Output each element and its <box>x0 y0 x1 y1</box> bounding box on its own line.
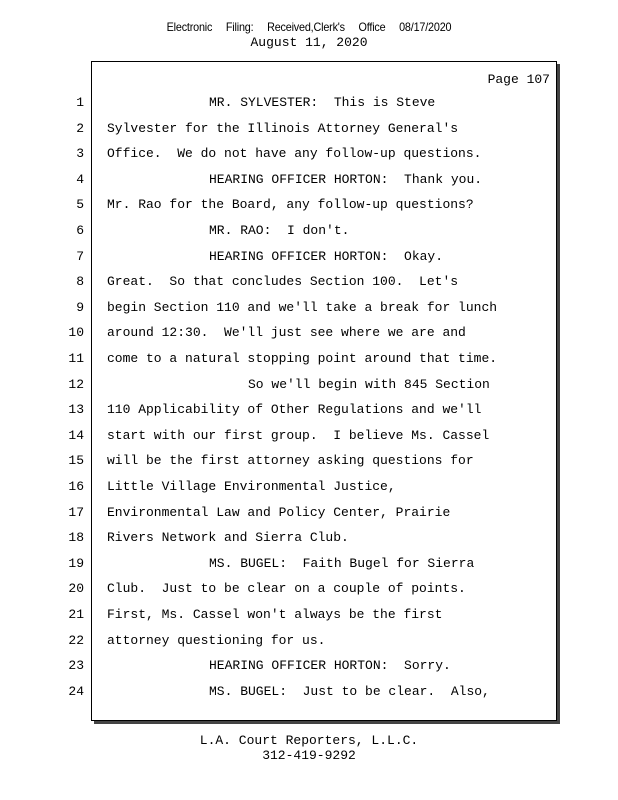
transcript-line <box>0 607 618 627</box>
transcript-line <box>0 351 618 371</box>
line-number: 2 <box>76 120 84 136</box>
transcript-line <box>0 223 618 243</box>
filing-stamp <box>31 20 587 34</box>
transcript-line <box>0 197 618 217</box>
line-text: MS. BUGEL: Just to be clear. Also, <box>209 683 490 699</box>
line-text: start with our first group. I believe Ms. Cassel <box>107 427 490 443</box>
transcript-line <box>0 146 618 166</box>
transcript-line <box>0 479 618 499</box>
line-text: MR. SYLVESTER: This is Steve <box>209 95 436 110</box>
line-text: begin Section 110 and we'll take a break for lunch <box>107 299 498 315</box>
transcript-line <box>0 377 618 397</box>
line-number: 13 <box>68 402 84 418</box>
line-text: Great. So that concludes Section 100. Let's <box>107 274 459 290</box>
line-number: 11 <box>68 351 84 366</box>
page-number: Page 107 <box>487 72 550 87</box>
transcript-line <box>0 249 618 269</box>
transcript-date: August 11, 2020 <box>250 35 368 50</box>
line-number: 24 <box>68 683 84 699</box>
transcript-line <box>0 325 618 345</box>
transcript-line <box>0 172 618 192</box>
line-text: HEARING OFFICER HORTON: Okay. <box>209 248 444 264</box>
transcript-line <box>0 402 618 422</box>
line-number: 22 <box>68 632 84 648</box>
line-text: HEARING OFFICER HORTON: Thank you. <box>209 171 483 187</box>
filing-word-office: Office <box>358 20 386 34</box>
line-text: Sylvester for the Illinois Attorney General's <box>107 120 459 136</box>
filing-word-electronic: Electronic <box>166 20 213 34</box>
line-text: Office. We do not have any follow-up questions. <box>107 146 482 162</box>
transcript-line <box>0 581 618 601</box>
line-text: HEARING OFFICER HORTON: Sorry. <box>209 658 451 674</box>
line-text: Little Village Environmental Justice, <box>107 479 396 494</box>
transcript-line <box>0 453 618 473</box>
line-text: will be the first attorney asking questions for <box>107 453 474 469</box>
line-text: Mr. Rao for the Board, any follow-up questions? <box>107 197 474 213</box>
transcript-line <box>0 274 618 294</box>
line-text: So we'll begin with 845 Section <box>248 376 490 392</box>
line-number: 1 <box>76 95 84 110</box>
filing-word-filing: Filing: <box>225 20 254 34</box>
transcript-line <box>0 556 618 576</box>
line-number: 16 <box>68 479 84 494</box>
filing-word-received: Received,Clerk's <box>267 20 345 34</box>
line-text: MR. RAO: I don't. <box>209 223 350 238</box>
line-text: Rivers Network and Sierra Club. <box>107 530 349 546</box>
transcript-line <box>0 121 618 141</box>
transcript-line <box>0 95 618 115</box>
line-number: 6 <box>76 223 84 238</box>
line-text: attorney questioning for us. <box>107 632 326 648</box>
line-text: First, Ms. Cassel won't always be the first <box>107 607 443 622</box>
line-number: 15 <box>68 453 84 469</box>
line-number: 7 <box>76 248 84 264</box>
footer-company: L.A. Court Reporters, L.L.C. <box>199 733 419 748</box>
line-text: Club. Just to be clear on a couple of points. <box>107 581 466 597</box>
footer-phone: 312-419-9292 <box>262 748 356 763</box>
line-number: 20 <box>68 581 84 597</box>
line-number: 23 <box>68 658 84 674</box>
line-number: 18 <box>68 530 84 546</box>
transcript-line <box>0 530 618 550</box>
filing-date: 08/17/2020 <box>399 20 452 34</box>
line-number: 14 <box>68 427 84 443</box>
line-text: MS. BUGEL: Faith Bugel for Sierra <box>209 555 475 571</box>
line-number: 3 <box>76 146 84 162</box>
transcript-line <box>0 428 618 448</box>
line-text: come to a natural stopping point around that time. <box>107 351 498 366</box>
line-number: 19 <box>68 555 84 571</box>
line-number: 8 <box>76 274 84 290</box>
transcript-line <box>0 300 618 320</box>
line-number: 9 <box>76 299 84 315</box>
line-number: 12 <box>68 376 84 392</box>
transcript-line <box>0 658 618 678</box>
transcript-line <box>0 505 618 525</box>
transcript-line <box>0 633 618 653</box>
line-number: 10 <box>68 325 84 341</box>
line-text: around 12:30. We'll just see where we are and <box>107 325 466 341</box>
line-text: 110 Applicability of Other Regulations and we'll <box>107 402 482 418</box>
line-number: 4 <box>76 171 84 187</box>
line-number: 21 <box>68 607 84 622</box>
transcript-line <box>0 684 618 704</box>
line-number: 5 <box>76 197 84 213</box>
line-text: Environmental Law and Policy Center, Prairie <box>107 504 451 520</box>
line-number: 17 <box>68 504 84 520</box>
